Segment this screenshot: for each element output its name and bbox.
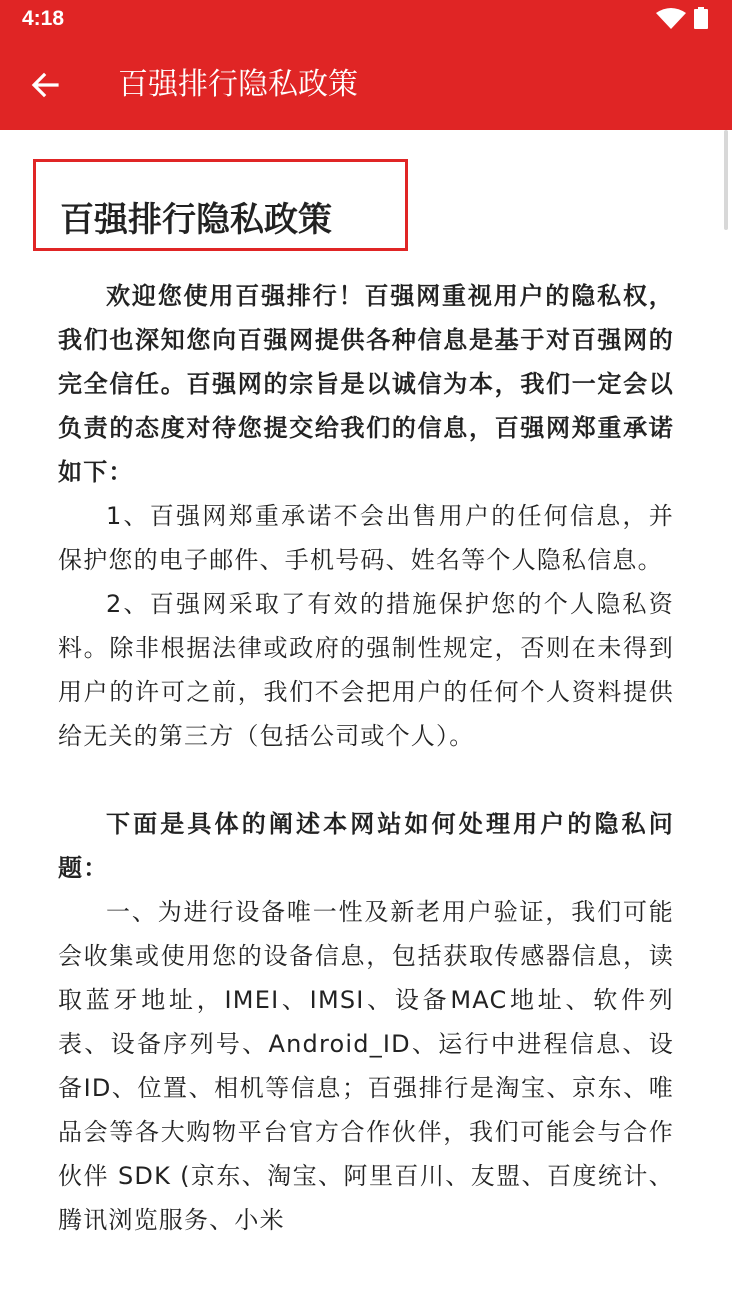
status-bar <box>0 0 732 40</box>
toolbar <box>0 40 732 130</box>
toolbar-title: 百强排行隐私政策 <box>118 67 358 102</box>
battery-icon <box>694 7 708 29</box>
scrollbar-thumb[interactable] <box>724 130 728 230</box>
policy-item-2: 2、百强网采取了有效的措施保护您的个人隐私资料。除非根据法律或政府的强制性规定，否则在未得到用户的许可之前，我们不会把用户的任何个人资料提供给无关的第三方（包括公司或个人）。 <box>58 590 674 750</box>
back-button[interactable] <box>22 62 68 108</box>
wifi-icon <box>656 8 686 30</box>
document-heading: 百强排行隐私政策 <box>60 200 332 240</box>
document-body <box>58 274 674 1242</box>
app-bar <box>0 0 732 130</box>
policy-item-1: 1、百强网郑重承诺不会出售用户的任何信息，并保护您的电子邮件、手机号码、姓名等个人隐私信息。 <box>58 502 674 574</box>
policy-section-1: 一、为进行设备唯一性及新老用户验证，我们可能会收集或使用您的设备信息，包括获取传感器信息，读取蓝牙地址，IMEI、IMSI、设备MAC地址、软件列表、设备序列号、Android_ID、运行中进程信息、设备ID、位置、相机等信息；百强排行是淘宝、京东、唯品会等各大购物平台官方合作伙伴，我们可能会与合作伙伴 SDK (京东、淘宝、阿里百川、友盟、百度统计、腾讯浏览服务、小米 <box>58 898 674 1234</box>
policy-content[interactable] <box>0 130 732 1304</box>
arrow-back-icon <box>30 70 60 100</box>
section-heading: 下面是具体的阐述本网站如何处理用户的隐私问题： <box>58 810 674 882</box>
intro-paragraph: 欢迎您使用百强排行！百强网重视用户的隐私权，我们也深知您向百强网提供各种信息是基于对百强网的完全信任。百强网的宗旨是以诚信为本，我们一定会以负责的态度对待您提交给我们的信息，百强网郑重承诺如下： <box>58 282 674 486</box>
status-time: 4:18 <box>22 7 65 30</box>
